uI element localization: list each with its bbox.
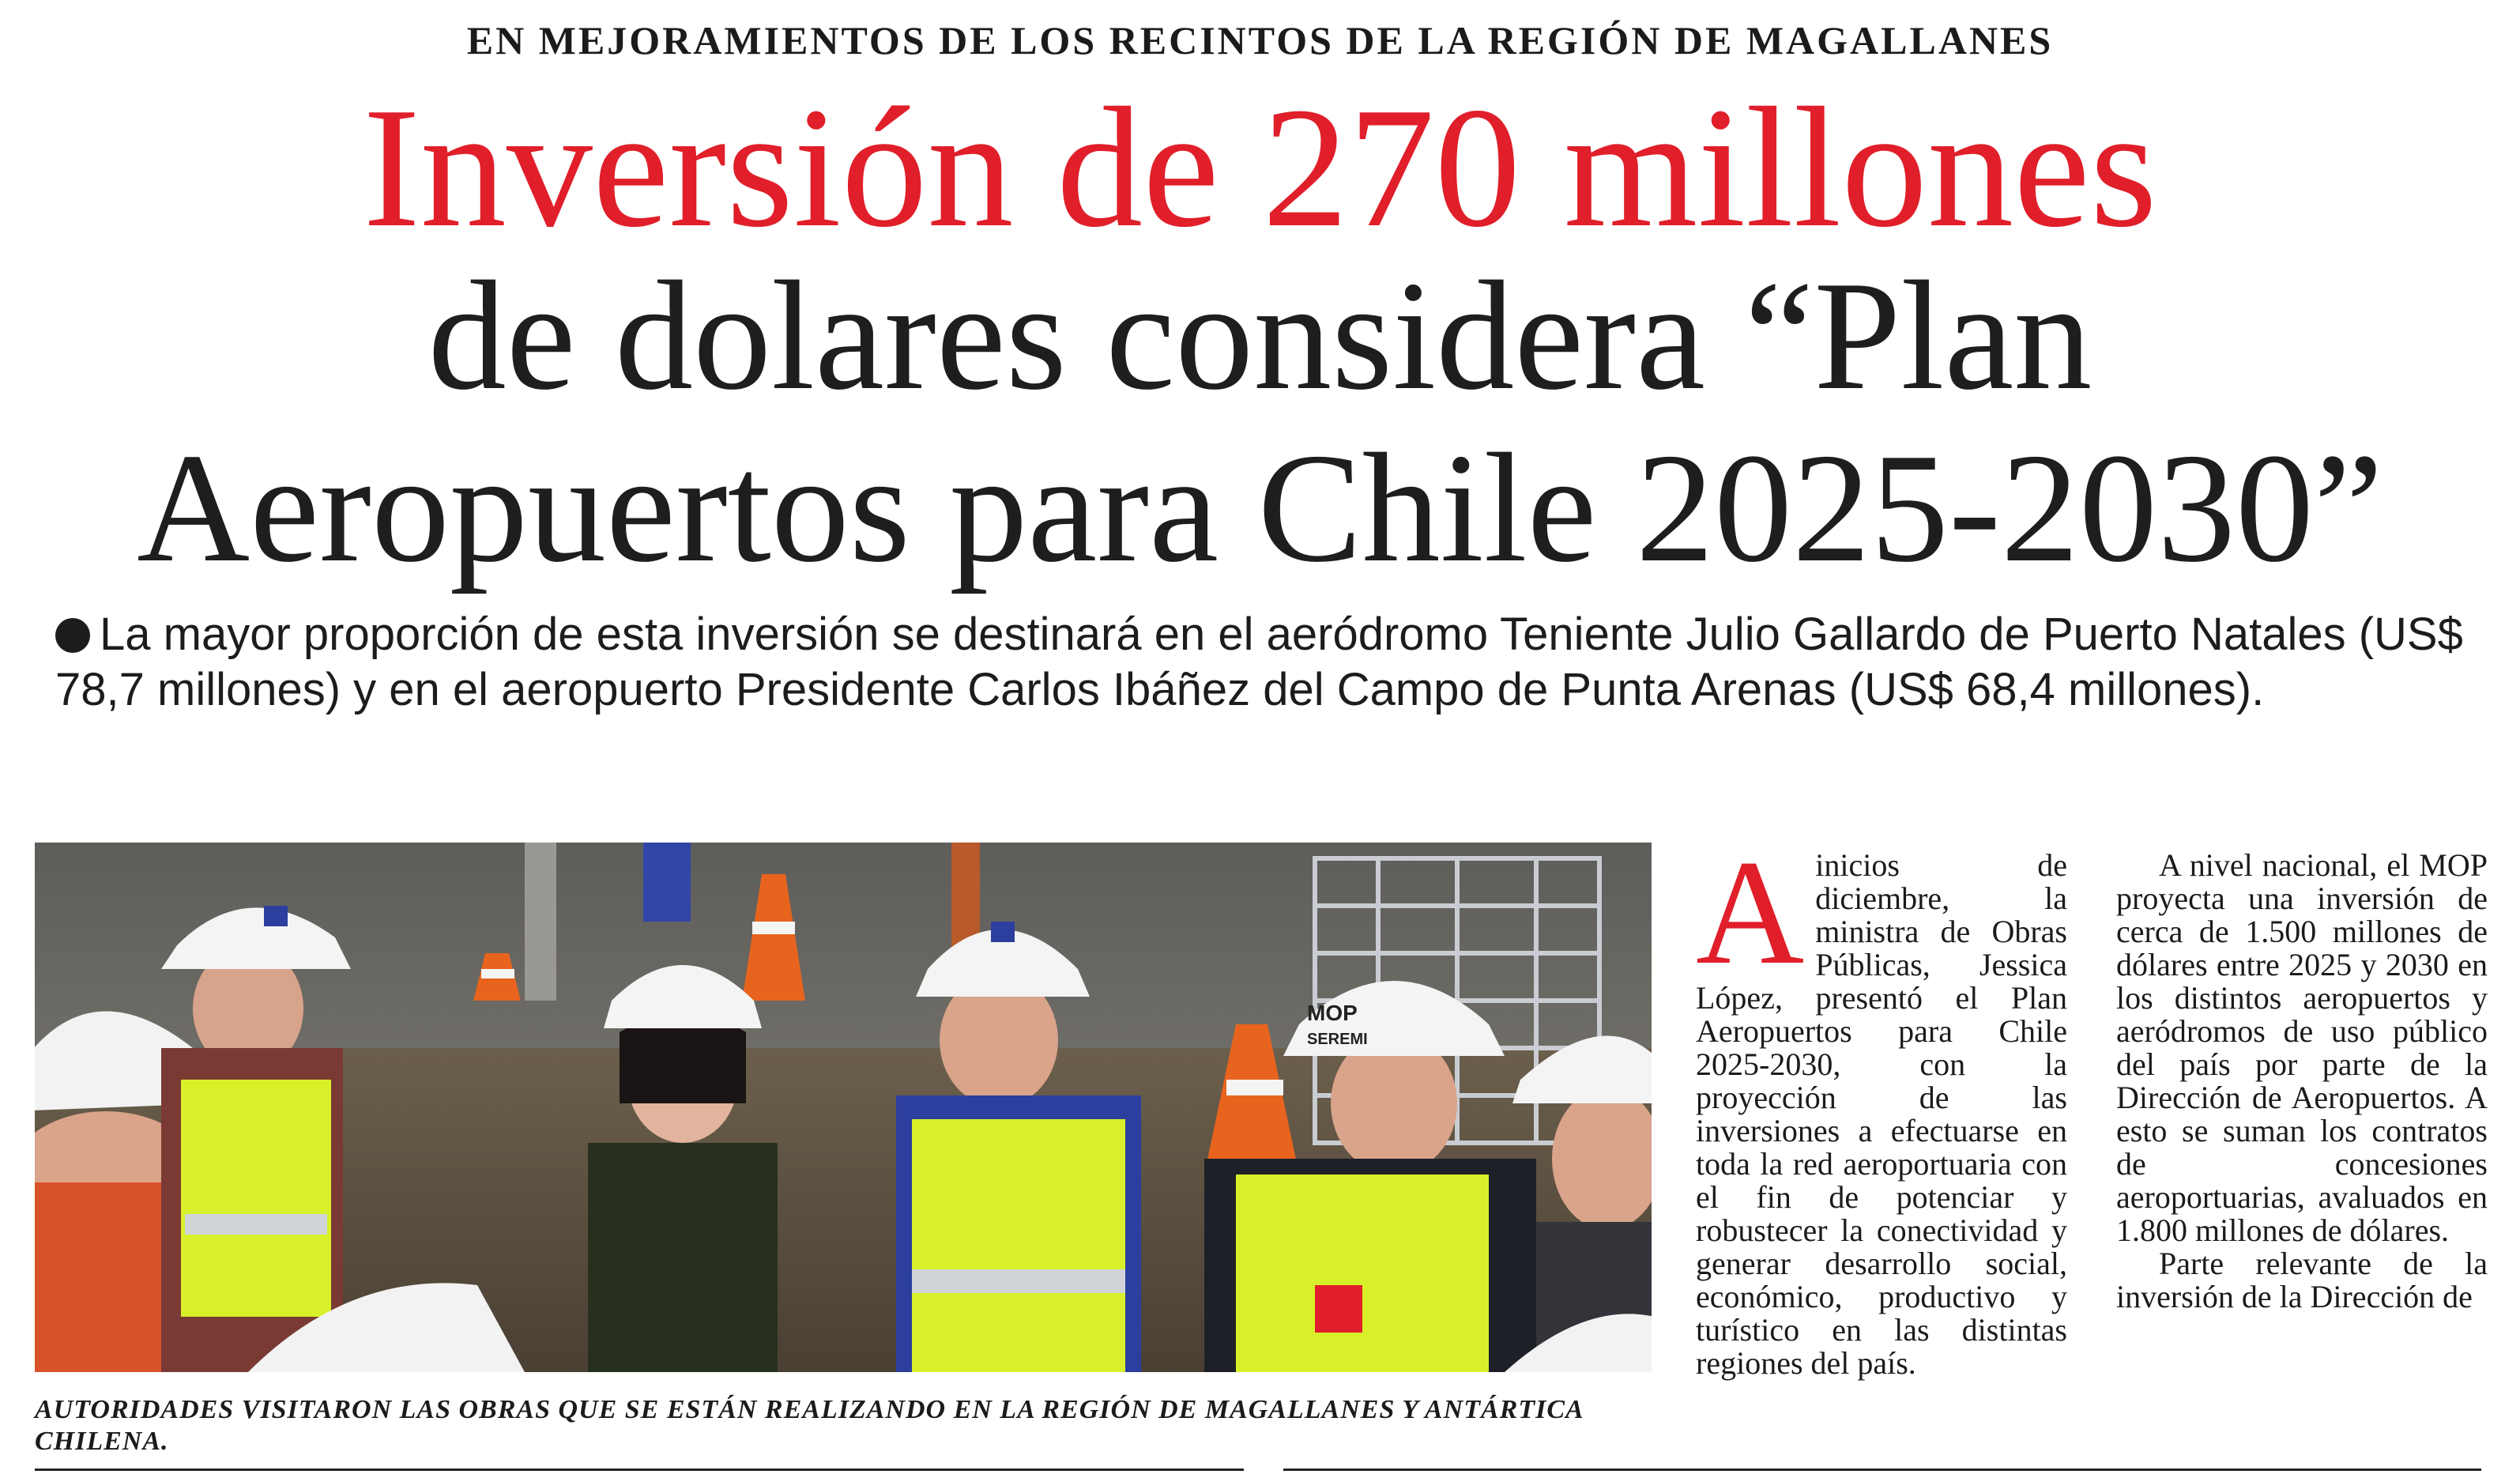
article-column-1 [1696,830,2067,1381]
photo-caption: AUTORIDADES VISITARON LAS OBRAS QUE SE ESTÁN REALIZANDO EN LA REGIÓN DE MAGALLANES Y ANTÁRTICA CHILENA. [35,1395,1583,1456]
article-paragraph: Parte relevante de la inversión de la Dirección de [2116,1246,2488,1314]
article-paragraph: A nivel nacional, el MOP proyecta una inversión de cerca de 1.500 millones de dólares entre 2025 y 2030 en los distintos aeropuertos y aeródromos de uso público del país por parte de la Dirección de Aeropuertos. A esto se suman los contratos de concesiones aeroportuarias, avaluados en 1.800 millones de dólares. [2116,847,2488,1248]
news-photo [35,843,1652,1372]
drop-cap: A [1696,830,1805,996]
kicker: EN MEJORAMIENTOS DE LOS RECINTOS DE LA REGIÓN DE MAGALLANES [466,18,2054,62]
vest-badge-label-2: SEREMI [1307,1031,1368,1048]
article-column-2 [2116,849,2488,1314]
headline-line-1: Inversión de 270 millones [363,73,2157,263]
lead-text: La mayor proporción de esta inversión se destinará en el aeródromo Teniente Julio Gallardo de Puerto Natales (US$ 78,7 millones) y en el aeropuerto Presidente Carlos Ibáñez del Campo de Punta Arenas (US$ 68,4 millones). [55,609,2463,715]
article-column-1-text: inicios de diciembre, la ministra de Obras Públicas, Jessica López, presentó el Plan Aeropuertos para Chile 2025-2030, con la proyección de las inversiones a efectuarse en toda la red aeroportuaria con el fin de potenciar y robustecer la conectividad y generar desarrollo social, económico, productivo y turístico en las distintas regiones del país. [1696,847,2067,1381]
headline-line-2: de dolares considera “Plan [428,249,2092,422]
bullet-icon [55,618,90,653]
headline-line-3: Aeropuertos para Chile 2025-2030” [137,421,2383,594]
lead-paragraph [55,607,2473,718]
vest-badge-label: MOP [1307,1001,1358,1025]
bottom-rule-left [35,1469,1244,1471]
bottom-rule-right [1283,1469,2481,1471]
